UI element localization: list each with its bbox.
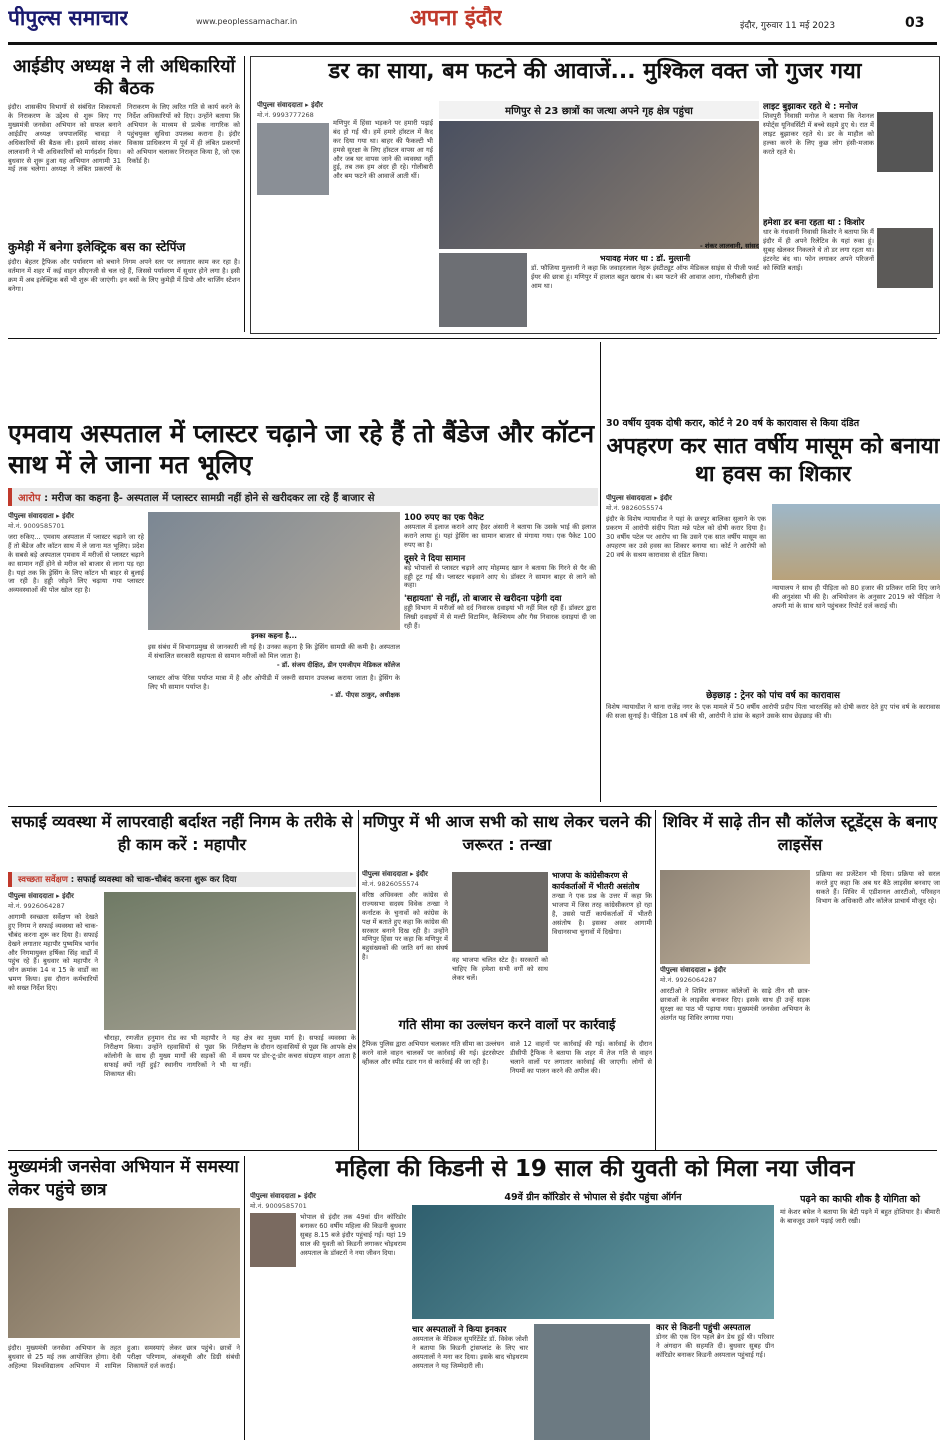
byline: पीपुल्स संवाददाता ▸ इंदौर — [362, 870, 428, 878]
subhead: पढ़ने का काफी शौक है योगिता को — [800, 1194, 920, 1205]
newspaper-logo: पीपुल्स समाचार — [8, 6, 129, 30]
article-body: वरिष्ठ अधिवक्ता और कांग्रेस से राज्यसभा सदस्य विवेक तन्खा ने कर्नाटक के चुनावों को कांग्रेस के पक्ष में बताते हुए कहा कि कांग्रेस की सरकार बनाने दिख रही है। उन्होंने मणिपुर हिंसा पर कहा कि मणिपुर में बहुसंख्यकों की जाति वर्ग का संघर्ष है। — [362, 891, 448, 962]
patient-photo — [250, 1213, 296, 1267]
reporter-mobile: मो.नं. 9826055574 — [362, 880, 419, 888]
side-body: धार के गंधवानी निवासी किशोर ने बताया कि मैं इंदौर में ही अपने रिलेटिव के यहां रुका हूं। सुबह खेलकर निकलते थे तो डर लगा रहता था। इंटरनेट बंद था। फोन लगाकर अपने परिजनों को स्थिति बताई। — [763, 228, 874, 272]
article-body: इंदौर। बेहतर ट्रैफिक और पर्यावरण को बचाने निगम अपने स्तर पर लगातार काम कर रहा है। वर्तमान में शहर में कई वाहन सीएनजी से चल रहे हैं, जिससे पर्यावरण में सुधार होने लगा है। इसी क्रम में अब इलेक्ट्रिक बसें भी शुरू की जाएंगी। इन बसों के लिए कुमेड़ी में डिपो और चार्जिंग स्टेशन बनेगा। — [8, 258, 240, 293]
side-story-manoj — [763, 101, 933, 201]
article-body: आरटीओ ने शिविर लगाकर कॉलेजों के साढ़े तीन सौ छात्र-छात्राओं के लाइसेंस बनाकर दिए। इसके साथ ही उन्हें सड़क सुरक्षा का पाठ भी पढ़ाया गया। मुख्यमंत्री जनसेवा अभियान के अंतर्गत यह शिविर लगाया गया। — [660, 987, 810, 1022]
byline: पीपुल्स संवाददाता ▸ इंदौर — [606, 494, 672, 502]
article-body: जरा रुकिए... एमवाय अस्पताल में प्लास्टर चढ़ाने जा रहे हैं तो बैंडेज और कॉटन साथ में ले जाना मत भूलिए। प्रदेश के सबसे बड़े अस्पताल एमवाय में मरीजों से प्लास्टर चढ़ाने का सामान नहीं होने से मरीज को बाजार से लाना पड़ रहा है। यहां तक कि ड्रेसिंग के लिए कॉटन भी बाहर से बुलाई जा रही है। हड्डी जोड़ने लिए चढ़ाया गया प्लास्टर अव्यवस्थाओं की पोल खोल रहा है। — [8, 533, 144, 595]
photo-caption: भयावह मंजर था : डॉ. मुल्तानी — [599, 254, 691, 263]
photo-block — [439, 101, 759, 251]
hospital-photo — [148, 512, 400, 630]
headline: गति सीमा का उल्लंघन करने वालों पर कार्रवाई — [398, 1018, 616, 1033]
headline: कुमेड़ी में बनेगा इलेक्ट्रिक बस का स्टेपिंज — [8, 240, 186, 254]
headline: डर का साया, बम फटने की आवाजें... मुश्किल वक्त जो गुजर गया — [328, 59, 862, 84]
quotes-heading: इनका कहना है... — [251, 632, 297, 640]
subhead: चार अस्पतालों ने किया इनकार — [412, 1325, 507, 1335]
reporter-mobile: मो.नं. 9926064287 — [8, 902, 65, 910]
license-camp-photo — [660, 870, 810, 964]
article-body: इंदौर। मुख्यमंत्री जनसेवा अभियान के तहत बुधवार से 25 मई तक आयोजित होगा। देवी अहिल्या विश्वविद्यालय अभियान में शामिल हुआ। समस्याएं लेकर छात्र पहुंचे। छात्रों ने परीक्षा परिणाम, अंकसूची और डिग्री संबंधी शिकायतें दर्ज कराईं। — [8, 1344, 240, 1370]
side-story-kishore — [763, 217, 933, 331]
headline: मणिपुर में भी आज सभी को साथ लेकर चलने की जरूरत : तन्खा — [362, 812, 652, 855]
byline: पीपुल्स संवाददाता ▸ इंदौर — [257, 101, 323, 109]
court-building-photo — [772, 504, 940, 580]
a4-column-3 — [404, 512, 596, 802]
article-body: न्यायालय ने साथ ही पीड़िता को 80 हजार की प्रतिकर राशि दिए जाने की अनुशंसा भी की है। अभियोजन के अनुसार 2019 को पीड़िता ने अपनी मां के साथ थाने पहुंचकर रिपोर्ट दर्ज कराई थी। — [772, 584, 940, 610]
article-body: हड्डी विभाग में मरीजों को दर्द निवारक दवाइयां भी नहीं मिल रही हैं। डॉक्टर द्वारा लिखी दवाइयों में से मल्टी विटामिन, कैल्शियम और गैस निवारक दवाइयां दी जा रही हैं। — [404, 604, 596, 631]
article-body: वाले 12 वाहनों पर कार्रवाई की गई। कार्रवाई के दौरान डीसीपी ट्रैफिक ने बताया कि शहर में तेज गति से वाहन चलाने वालों पर लगातार कार्रवाई की जाएगी। लोगों से नियमों का पालन करने की अपील की। — [510, 1040, 652, 1075]
kicker: 30 वर्षीय युवक दोषी करार, कोर्ट ने 20 वर्ष के कारावास से किया दंडित — [606, 418, 860, 429]
reporter-mobile: मो.नं. 9993777268 — [257, 111, 314, 119]
reporter-mobile: मो.नं. 9009585701 — [250, 1202, 307, 1210]
reporter-mobile: मो.नं. 9926064287 — [660, 976, 717, 984]
reporter-mobile: मो.नं. 9826055574 — [606, 504, 663, 512]
article-cleanliness — [8, 810, 356, 1146]
article-body: डोनर की एक दिन पहले ब्रेन डेथ हुई थी। परिवार ने अंगदान की सहमति दी। बुधवार सुबह ग्रीन कॉरिडोर बनाकर किडनी अस्पताल पहुंचाई गई। — [656, 1333, 774, 1359]
article-kidnap-case — [606, 416, 940, 804]
issue-date: इंदौर, गुरुवार 11 मई 2023 — [740, 21, 836, 31]
article-middle-bottom — [531, 253, 759, 331]
byline: पीपुल्स संवाददाता ▸ इंदौर — [660, 966, 726, 974]
headline: एमवाय अस्पताल में प्लास्टर चढ़ाने जा रहे हैं तो बैंडेज और कॉटन साथ में ले जाना मत भूलिए — [8, 419, 595, 480]
headline: शिविर में साढ़े तीन सौ कॉलेज स्टूडेंट्स के बनाए लाइसेंस — [663, 812, 937, 855]
reporter-mobile: मो.नं. 9009585701 — [8, 522, 65, 530]
photo-deck: 49वें ग्रीन कॉरिडोर से भोपाल से इंदौर पहुंचा ऑर्गन — [504, 1192, 682, 1203]
photo-caption: वह भाजपा चलित स्टेट है। सरकारों को चाहिए कि हमेशा सभी वर्गों को साथ लेकर चलें। — [452, 956, 548, 982]
website-url[interactable]: www.peoplessamachar.in — [196, 17, 298, 26]
article-body: इंदौर के विशेष न्यायाधीश ने यहां के छत्रपुर बालिका सुलाने के एक प्रकरण में आरोपी संदीप पिता मन्ने पटेल को दोषी करार दिया है। 30 वर्षीय पटेल पर आरोप था कि उसने एक सात वर्षीय मासूम का अपहरण कर उसे हवस का शिकार बनाया था। कोर्ट ने आरोपी को 20 वर्ष के सश्रम कारावास से दंडित किया। — [606, 515, 766, 559]
a4-photo-block — [148, 512, 400, 802]
doctors-photo — [534, 1324, 650, 1440]
quote-superintendent: प्लास्टर ऑफ पेरिस पर्याप्त मात्रा में है और ओपीडी में जरूरी सामान उपलब्ध कराया जाता है। ड्रेसिंग के लिए भी सामान पर्याप्त है। — [148, 673, 400, 691]
subhead: कार से किडनी पहुंची अस्पताल — [656, 1323, 751, 1333]
headline: आईडीए अध्यक्ष ने ली अधिकारियों की बैठक — [12, 56, 236, 99]
quote-superintendent-by: - डॉ. पीएस ठाकुर, अधीक्षक — [330, 691, 400, 700]
quote-attribution: - शंकर लालवानी, सांसद — [699, 242, 759, 250]
article-body: यह क्षेत्र का मुख्य मार्ग है। सफाई व्यवस्था के निरीक्षण के दौरान रहवासियों से पूछा कि आपके क्षेत्र में समय पर डोर-टू-डोर कचरा संग्रहण वाहन आता है या नहीं। — [232, 1034, 356, 1069]
tagline-bar: आरोप : मरीज का कहना है- अस्पताल में प्लास्टर सामग्री नहीं होने से खरीदकर ला रहे हैं बाजार से — [8, 488, 598, 506]
kishore-photo — [877, 228, 933, 288]
students-photo — [8, 1208, 240, 1338]
a4-column-1 — [8, 512, 144, 802]
article-body: तन्खा ने एक प्रश्न के उत्तर में कहा कि भाजपा में जिस तरह कांग्रेसीकरण हो रहा है, उससे पार्टी कार्यकर्ताओं में भीतरी असंतोष है। इसका असर आगामी विधानसभा चुनावों में दिखेगा। — [552, 892, 652, 936]
photo-deck: मणिपुर से 23 छात्रों का जत्था अपने गृह क्षेत्र पहुंचा — [439, 101, 759, 119]
subhead: भाजपा के कांग्रेसीकरण से कार्यकर्ताओं में भीतरी असंतोष — [552, 871, 640, 891]
headline: सफाई व्यवस्था में लापरवाही बर्दाश्त नहीं निगम के तरीके से ही काम करें : महापौर — [11, 812, 353, 855]
student-photo — [257, 123, 329, 195]
article-tankha — [362, 810, 652, 1014]
manoj-photo — [877, 112, 933, 172]
article-body: अस्पताल के मेडिकल सुपरिंटेंडेंट डॉ. विवेक जोशी ने बताया कि किडनी ट्रांसप्लांट के लिए चार अस्पतालों ने मना कर दिया। इसके बाद चोइथराम अस्पताल ने यह जिम्मेदारी ली। — [412, 1335, 528, 1370]
byline: पीपुल्स संवाददाता ▸ इंदौर — [250, 1192, 316, 1200]
masthead — [0, 0, 945, 44]
byline: पीपुल्स संवाददाता ▸ इंदौर — [8, 892, 74, 900]
sidebar-yogita — [780, 1192, 940, 1440]
page-number: 03 — [905, 15, 925, 31]
doctor-photo-block — [439, 253, 527, 331]
side-title: लाइट बुझाकर रहते थे : मनोज — [763, 102, 858, 112]
article-body: अस्पताल में इलाज कराने आए हैदर अंसारी ने बताया कि उसके भाई की इलाज कराने लाया हूं। यहां ड्रेसिंग का सामान बाजार से मंगाया गया। एक पैकेट 100 रुपए का है। — [404, 523, 596, 549]
article-body: इंदौर। शासकीय विभागों से संबंधित शिकायतों के निराकरण के उद्देश्य से शुरू किए गए मुख्यमंत्री जनसेवा अभियान को सफल बनाने आईडीए अध्यक्ष जयपालसिंह चावड़ा ने अधिकारियों की बैठक ली। इसमें सांसद शंकर लालवानी ने भी अधिकारियों को मार्गदर्शन दिया। बुधवार से शुरू हुआ यह अभियान आगामी 31 मई तक चलेगा। अध्यक्ष ने लंबित प्रकरणों के निराकरण के लिए त्वरित गति से कार्य करने के निर्देश अधिकारियों को दिए। उन्होंने बताया कि अभियान के माध्यम से प्रत्येक नागरिक को पहुंचयुक्त सुविधा उपलब्ध कराना है। इंदौर विकास प्राधिकरण में पूर्व में ही लंबित प्रकरणों को अभियान चलाकर निराकृत किया है, जो एक रिकॉर्ड है। — [8, 103, 240, 174]
article-manipur-students — [250, 56, 940, 334]
headline: अपहरण कर सात वर्षीय मासूम को बनाया था हवस का शिकार — [606, 434, 940, 487]
article-left-column — [257, 101, 433, 331]
green-corridor-photo-block — [412, 1190, 774, 1320]
section-title: अपना इंदौर — [410, 6, 503, 31]
mayor-inspection-photo — [104, 892, 356, 1030]
article-body: ट्रैफिक पुलिस द्वारा अभियान चलाकर गति सीमा का उल्लंघन करने वाले वाहन चालकों पर कार्रवाई की गई। इंटरसेप्टर व्हीकल और स्पीड रडार गन से कार्रवाई की जा रही है। — [362, 1040, 504, 1066]
headline: मुख्यमंत्री जनसेवा अभियान में समस्या लेकर पहुंचे छात्र — [8, 1157, 239, 1200]
doctor-photo — [439, 253, 527, 327]
organ-box-photo — [412, 1205, 774, 1319]
article-electric-bus — [8, 238, 240, 330]
article-body: आगामी स्वच्छता सर्वेक्षण को देखते हुए निगम ने सफाई व्यवस्था को चाक-चौबंद करना शुरू कर दिया है। सफाई देखने लगातार महापौर पुष्यमित्र भार्गव और निगमायुक्त हर्षिका सिंह वार्डों में पहुंच रहे हैं। बुधवार को महापौर ने जोन क्रमांक 14 व 15 के वार्डों का भ्रमण किया। इस दौरान कर्मचारियों को सख्त निर्देश दिए। — [8, 913, 98, 993]
article-students-campaign — [8, 1156, 240, 1440]
article-body: विशेष न्यायाधीश ने थाना राजेंद्र नगर के एक मामले में 50 वर्षीय आरोपी प्रदीप पिता भारतसिंह को दोषी करार देते हुए पांच वर्ष के कारावास की सजा सुनाई है। पीड़िता 18 वर्ष की थी, आरोपी ने डांस के बहाने उसके साथ छेड़छाड़ की थी। — [606, 703, 940, 720]
quote-dean-by: - डॉ. संजय दीक्षित, डीन एमजीएम मेडिकल कॉलेज — [276, 660, 400, 669]
headline: महिला की किडनी से 19 साल की युवती को मिला नया जीवन — [335, 1156, 855, 1182]
article-body: मणिपुर में हिंसा भड़कने पर हमारी पढ़ाई बंद हो गई थी। हमें हमारे हॉस्टल में कैद कर दिया गया था। बाहर की फैकल्टी भी हमसे सुरक्षा के लिए हॉस्टल वापस आ गई और जब घर वापस जाने की व्यवस्था नहीं हुई, तब तक हम अंदर ही रहे। गोलीबारी और बम फटने की आवाजें आती थीं। — [333, 119, 433, 181]
article-ida-meeting — [8, 56, 240, 236]
subhead: छेड़छाड़ : ट्रेनर को पांच वर्ष का कारावास — [706, 691, 840, 701]
article-body: डॉ. फौजिया मुल्तानी ने कहा कि जवाहरलाल नेहरू इंस्टीट्यूट ऑफ मेडिकल साइंस से पीजी फर्स्ट ईयर की छात्रा हूं। मणिपुर में हालात बहुत खराब थे। बम फटने की आवाज आना, गोलीबारी होना आम था। — [531, 264, 759, 290]
article-kidney-transplant — [250, 1156, 940, 1440]
article-body: चौराहा, रणजीत हनुमान रोड का भी महापौर ने निरीक्षण किया। उन्होंने रहवासियों से पूछा कि कॉलोनी के साथ ही मुख्य मार्गों की सड़कों की सफाई क्यों नहीं हुई? स्थानीय नागरिकों ने भी शिकायत की। — [104, 1034, 226, 1078]
article-speed-limit — [362, 1018, 652, 1146]
subhead: दूसरे ने दिया सामान — [404, 553, 466, 564]
article-body: प्रक्रिया का प्रजेंटेशन भी दिया। प्रक्रिया को सरल करते हुए कहा कि अब घर बैठे लाइसेंस बनवाए जा सकते हैं। शिविर में एडीशनल आरटीओ, परिवहन विभाग के अधिकारी और कॉलेज प्राचार्य मौजूद रहे। — [816, 870, 940, 905]
article-body: बड़े भोपालों से प्लास्टर चढ़ाने आए मोहम्मद खान ने बताया कि गिरने से पैर की हड्डी टूट गई थी। प्लास्टर चढ़वाने आए थे। डॉक्टर ने सामान बाहर से लाने को कहा। — [404, 563, 596, 590]
subhead: 100 रुपए का एक पैकेट — [404, 513, 484, 523]
byline: पीपुल्स संवाददाता ▸ इंदौर — [8, 512, 74, 520]
group-photo — [439, 121, 759, 249]
article-body: भोपाल से इंदौर तक 49वां ग्रीन कॉरिडोर बनाकर 60 वर्षीय महिला की किडनी बुधवार सुबह 8.15 बजे इंदौर पहुंचाई गई। यहां 19 साल की युवती को किडनी लगाकर चोइथराम अस्पताल के डॉक्टरों ने नया जीवन दिया। — [300, 1213, 406, 1257]
side-title: हमेशा डर बना रहता था : किशोर — [763, 218, 865, 228]
article-body: मां केशर बघेल ने बताया कि बेटी पढ़ने में बहुत होशियार है। बीमारी के बावजूद उसने पढ़ाई जारी रखी। — [780, 1208, 940, 1225]
masthead-rule — [8, 42, 937, 45]
side-body: शिवपुरी निवासी मनोज ने बताया कि नेशनल स्पोर्ट्स यूनिवर्सिटी में बच्चे सहमे हुए थे। रात में लाइट बुझाकर रहते थे। डर के माहौल को हल्का करने के लिए कुछ लोग हंसी-मजाक करते रहते थे। — [763, 112, 874, 156]
quote-dean: इस संबंध में विभागप्रमुख से जानकारी ली गई है। उनका कहना है कि ड्रेसिंग सामग्री की कमी है। अस्पताल में संचालित सरकारी सहायता से सामान मरीजों को मिल जाता है। — [148, 643, 400, 660]
subhead: 'सहायता' से नहीं, तो बाजार से खरीदना पड़ेगी दवा — [404, 594, 562, 605]
tagline-bar: स्वच्छता सर्वेक्षण : सफाई व्यवस्था को चाक-चौबंद करना शुरू कर दिया — [8, 872, 356, 887]
tankha-photo — [452, 872, 548, 952]
article-license-camp — [660, 810, 940, 1146]
